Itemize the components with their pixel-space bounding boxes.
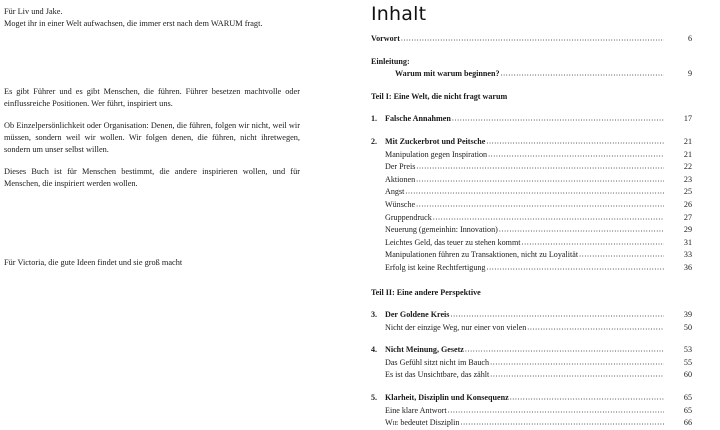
toc-entry-label-wrap: [385, 369, 664, 382]
spacer: [4, 157, 300, 166]
dot-leader: [501, 68, 664, 80]
toc-entry-subsection[interactable]: [371, 68, 692, 81]
toc-entry-label: Klarheit, Disziplin und Konsequenz: [385, 393, 509, 403]
toc-entry-label-wrap: [385, 392, 664, 405]
toc-entry-label: Das Gefühl sitzt nicht im Bauch: [385, 357, 490, 367]
toc-entry-label-wrap: [385, 262, 664, 275]
dot-leader: [522, 237, 664, 249]
toc-spacer: [371, 275, 692, 287]
toc-page-number: 29: [683, 225, 692, 235]
toc-entry-label-wrap: [385, 405, 664, 418]
toc-page-number: 66: [683, 418, 692, 428]
dot-leader: [405, 186, 664, 198]
toc-entry-label: Warum mit warum beginnen?: [395, 69, 500, 79]
toc-entry-subsection[interactable]: [371, 237, 692, 250]
toc-entry-label-wrap: [385, 199, 664, 212]
toc-page-number: 21: [683, 136, 692, 146]
toc-page-number: 23: [683, 174, 692, 184]
toc-spacer: [371, 103, 692, 113]
toc-page-number: 60: [683, 370, 692, 380]
dedication-bottom: Für Victoria, die gute Ideen findet und sie groß macht: [4, 257, 183, 267]
toc-entry-label: Neuerung (gemeinhin: Innovation): [385, 225, 498, 235]
toc-entry-subsection[interactable]: [371, 249, 692, 262]
toc-entry-chapter[interactable]: [371, 344, 692, 357]
toc-spacer: [371, 382, 692, 392]
page-title: Inhalt: [371, 3, 427, 25]
toc-entry-label: Aktionen: [385, 174, 416, 184]
toc-entry-subsection[interactable]: [371, 149, 692, 162]
toc-entry-number: 5.: [371, 393, 378, 403]
dot-leader: [579, 249, 664, 261]
toc-entry-subsection[interactable]: [371, 199, 692, 212]
toc-entry-label-wrap: [385, 249, 664, 262]
dedication-paragraph-3: Dieses Buch ist für Menschen bestimmt, die andere inspirieren wollen, und für Menschen, die inspiriert werden wollen.: [4, 166, 300, 189]
toc-entry-subsection[interactable]: [371, 262, 692, 275]
dot-leader: [460, 417, 664, 429]
dot-leader: [486, 262, 664, 274]
toc-page-number: 27: [683, 212, 692, 222]
dedication-page: [0, 0, 360, 415]
toc-page-number: 39: [683, 310, 692, 320]
toc-entry-label: Wünsche: [385, 199, 416, 209]
toc-entry-number: 3.: [371, 310, 378, 320]
toc-entry-label-wrap: [385, 237, 664, 250]
dot-leader: [510, 392, 664, 404]
toc-entry-label-wrap: [395, 68, 664, 81]
toc-entry-label-wrap: [385, 136, 664, 149]
toc-entry-subsection[interactable]: [371, 417, 692, 430]
toc-entry-label-wrap: [385, 113, 664, 126]
dedication-line-1: Für Liv und Jake.: [4, 7, 63, 16]
dot-leader: [401, 33, 664, 45]
toc-entry-label: Falsche Annahmen: [385, 114, 451, 124]
toc-entry-number: 2.: [371, 136, 378, 146]
toc-entry-subsection[interactable]: [371, 174, 692, 187]
toc-page-number: 9: [687, 69, 692, 79]
dot-leader: [452, 113, 664, 125]
dot-leader: [416, 199, 664, 211]
toc-entry-subsection[interactable]: [371, 405, 692, 418]
toc-page-number: 21: [683, 149, 692, 159]
dot-leader: [499, 224, 664, 236]
toc-section-heading: Einleitung:: [371, 56, 410, 66]
toc-entry-label-wrap: [371, 33, 664, 46]
dedication-top-block: [4, 6, 300, 31]
dot-leader: [490, 357, 664, 369]
toc-page-number: 22: [683, 162, 692, 172]
toc-entry-label-wrap: [385, 212, 664, 225]
dot-leader: [488, 149, 664, 161]
toc-entry-label-wrap: [385, 417, 664, 430]
toc-page-number: 65: [683, 393, 692, 403]
toc-entry-label-wrap: [385, 322, 664, 335]
toc-entry-subsection[interactable]: [371, 212, 692, 225]
toc-entry-front-matter[interactable]: [371, 33, 692, 46]
toc-entry-chapter[interactable]: [371, 309, 692, 322]
toc-page-number: 17: [683, 114, 692, 124]
toc-spacer: [371, 126, 692, 136]
toc-entry-label-wrap: [385, 309, 664, 322]
dot-leader: [486, 136, 664, 148]
toc-spacer: [371, 81, 692, 91]
dot-leader: [450, 309, 664, 321]
toc-part-heading: Teil I: Eine Welt, die nicht fragt warum: [371, 91, 508, 101]
toc-page-number: 33: [683, 250, 692, 260]
dedication-paragraph-2: Ob Einzelpersönlichkeit oder Organisation: Denen, die führen, folgen wir nicht, weil wir müssen, sondern weil wir wollen. Wir folgen denen, die führen, nicht ihretwegen, sondern um unser selbst willen.: [4, 120, 300, 155]
toc-entry-label-wrap: [385, 224, 664, 237]
smallcaps-text: Wie: [385, 418, 399, 428]
toc-entry-label-wrap: [385, 161, 664, 174]
toc-entry-chapter[interactable]: [371, 136, 692, 149]
toc-entry-label: Angst: [385, 187, 405, 197]
toc-entry-subsection[interactable]: [371, 224, 692, 237]
toc-entry-label-wrap: [385, 186, 664, 199]
toc-page-number: 50: [683, 322, 692, 332]
toc-page-number: 25: [683, 187, 692, 197]
toc-entry-label: Nicht der einzige Weg, nur einer von vielen: [385, 322, 527, 332]
toc-page-number: 53: [683, 345, 692, 355]
toc-entry-label-wrap: [385, 344, 664, 357]
toc-spacer: [371, 299, 692, 309]
spacer: [4, 111, 300, 120]
table-of-contents-page: [360, 0, 720, 428]
toc-page-number: 6: [687, 34, 692, 43]
toc-entry-chapter[interactable]: [371, 113, 692, 126]
toc-entry-subsection[interactable]: [371, 369, 692, 382]
toc-entry-label: Vorwort: [371, 34, 400, 43]
dedication-paragraph-1: Es gibt Führer und es gibt Menschen, die führen. Führer besetzen machtvolle oder einflussreiche Positionen. Wer führt, inspiriert uns.: [4, 86, 300, 109]
spacer: [4, 191, 300, 257]
toc-entry-label-wrap: [385, 174, 664, 187]
toc-entry-label: Wie bedeutet Disziplin: [385, 418, 460, 428]
toc-entry-label: Gruppendruck: [385, 212, 432, 222]
toc-part-heading: Teil II: Eine andere Perspektive: [371, 287, 481, 297]
toc-entry-label: Der Goldene Kreis: [385, 310, 450, 320]
toc-entry-label: Manipulation gegen Inspiration: [385, 149, 488, 159]
dot-leader: [416, 174, 664, 186]
toc-entry-label-wrap: [385, 357, 664, 370]
dot-leader: [433, 212, 664, 224]
toc-entry-subsection[interactable]: [371, 161, 692, 174]
toc-entry-subsection[interactable]: [371, 357, 692, 370]
toc-entry-number: 1.: [371, 114, 378, 124]
dedication-line-2: Moget ihr in einer Welt aufwachsen, die immer erst nach dem WARUM fragt.: [4, 19, 263, 29]
toc-entry-label: Eine klare Antwort: [385, 405, 447, 415]
toc-page-number: 31: [683, 237, 692, 247]
toc-page-number: 36: [683, 262, 692, 272]
spacer: [4, 31, 300, 86]
toc-entry-label: Der Preis: [385, 162, 416, 172]
toc-entry-chapter[interactable]: [371, 392, 692, 405]
toc-entry-label-wrap: [385, 149, 664, 162]
toc-entry-label: Manipulationen führen zu Transaktionen, nicht zu Loyalität: [385, 250, 579, 260]
toc-entry-label: Leichtes Geld, das teuer zu stehen kommt: [385, 237, 521, 247]
toc-entry-label: Mit Zuckerbrot und Peitsche: [385, 136, 486, 146]
toc-page-number: 55: [683, 357, 692, 367]
toc-entry-subsection[interactable]: [371, 186, 692, 199]
toc-page-number: 26: [683, 199, 692, 209]
dot-leader: [490, 369, 664, 381]
toc-page-number: 65: [683, 405, 692, 415]
toc-entry-label: Erfolg ist keine Rechtfertigung: [385, 262, 486, 272]
toc-entry-label: Nicht Meinung, Gesetz: [385, 345, 464, 355]
toc-list: [371, 33, 692, 430]
dot-leader: [527, 322, 664, 334]
toc-entry-number: 4.: [371, 345, 378, 355]
dot-leader: [416, 161, 664, 173]
dot-leader: [465, 344, 664, 356]
toc-spacer: [371, 334, 692, 344]
toc-entry-subsection[interactable]: [371, 322, 692, 335]
toc-spacer: [371, 46, 692, 56]
toc-entry-label: Es ist das Unsichtbare, das zählt: [385, 370, 490, 380]
